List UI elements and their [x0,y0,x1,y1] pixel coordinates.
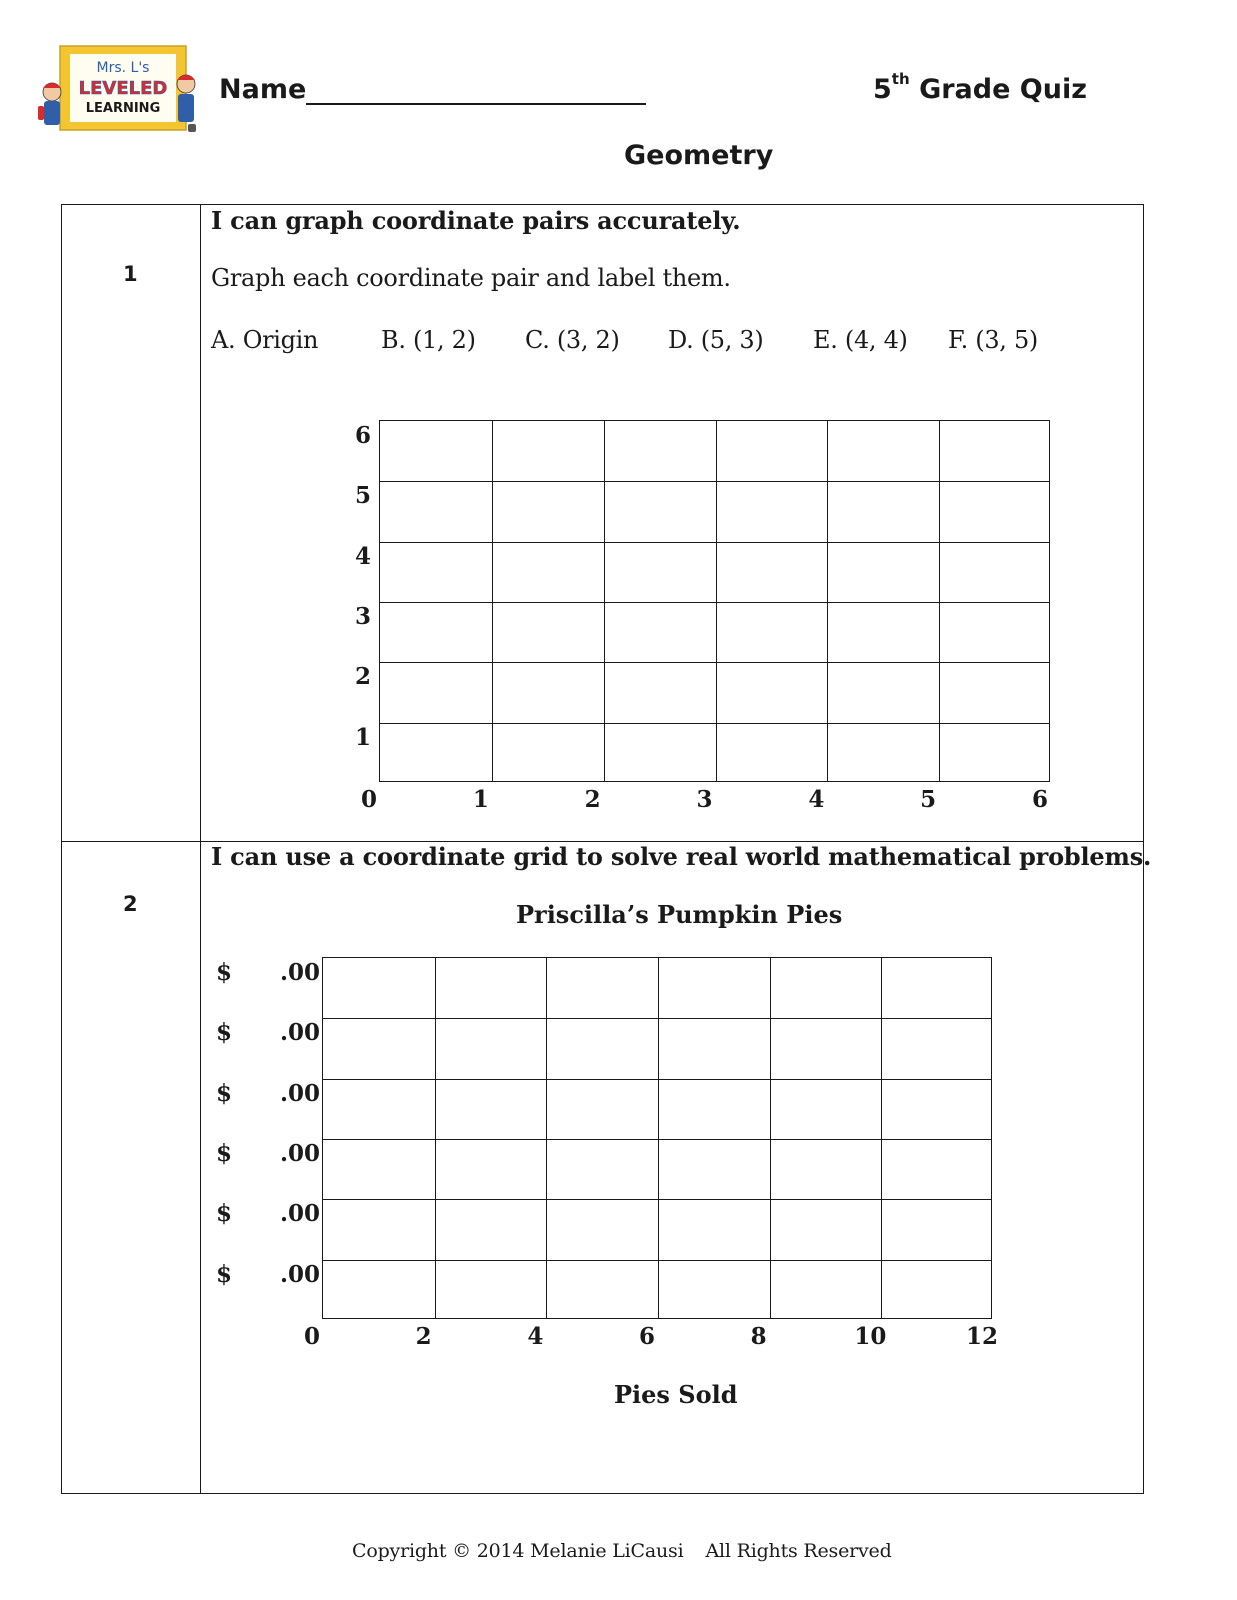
grid-2-vertical-line [546,958,547,1318]
name-label: Name [219,74,307,105]
x-axis-label: Pies Sold [614,1380,738,1409]
pair-b: B. (1, 2) [381,326,476,354]
grid-2-horizontal-line [323,1139,991,1140]
question-2-number: 2 [123,892,138,916]
grade-quiz-title: 5th Grade Quiz [873,70,1087,105]
grid-2-horizontal-line [323,1079,991,1080]
pair-e: E. (4, 4) [813,326,908,354]
grid-1-vertical-line [492,421,493,781]
grid-1-y-tick-label: 6 [355,422,372,449]
grid-2-x-tick-label: 8 [750,1323,767,1350]
question-1-number: 1 [123,262,138,286]
pair-f: F. (3, 5) [948,326,1038,354]
grid-1-y-tick-label: 3 [355,603,372,630]
grid-1-horizontal-line [380,542,1049,543]
grid-1-horizontal-line [380,481,1049,482]
grid-1-y-tick-label: 1 [355,723,372,751]
grid-2-x-tick-label: 6 [639,1323,656,1350]
question-1-statement: I can graph coordinate pairs accurately. [211,206,741,235]
grid-2-y-dollar-label: $ [216,1019,233,1047]
grid-2-y-cents-label: .00 [280,1200,321,1228]
copyright-footer: Copyright © 2014 Melanie LiCausi All Rights Reserved [352,1540,892,1562]
grid-2-vertical-line [435,958,436,1318]
grid-2-y-cents-label: .00 [280,959,321,986]
grid-2-x-tick-label: 2 [415,1323,432,1350]
grid-2-vertical-line [770,958,771,1318]
question-2-statement: I can use a coordinate grid to solve real world mathematical problems. [211,842,1152,871]
grid-2-y-dollar-label: $ [216,959,233,986]
coordinate-grid-2[interactable] [322,957,992,1319]
column-divider [200,205,201,1493]
name-blank-line[interactable] [306,103,646,105]
grid-1-vertical-line [716,421,717,781]
grid-1-x-tick-label: 1 [472,786,489,813]
grid-2-y-dollar-label: $ [216,1140,233,1167]
grid-2-horizontal-line [323,1199,991,1200]
grid-2-vertical-line [658,958,659,1318]
grid-1-y-tick-label: 5 [355,482,372,510]
grid-2-y-cents-label: .00 [280,1260,321,1288]
subject-title: Geometry [624,140,774,171]
grid-1-horizontal-line [380,723,1049,724]
grid-1-vertical-line [604,421,605,781]
grid-2-horizontal-line [323,1260,991,1261]
pair-d: D. (5, 3) [668,326,764,354]
grid-2-x-tick-label: 0 [304,1323,321,1350]
grid-2-y-cents-label: .00 [280,1079,321,1107]
svg-text:LEVELED: LEVELED [78,78,168,99]
grid-1-vertical-line [939,421,940,781]
grid-2-vertical-line [881,958,882,1318]
grid-2-y-dollar-label: $ [216,1260,233,1288]
grid-1-x-tick-label: 2 [584,786,601,813]
grid-1-y-tick-label: 2 [355,663,372,691]
grid-1-horizontal-line [380,602,1049,603]
grid-1-x-tick-label: 4 [808,786,825,813]
pair-a: A. Origin [211,326,319,354]
grid-2-y-dollar-label: $ [216,1200,233,1228]
grid-1-x-tick-label: 3 [696,786,713,813]
coordinate-grid-1[interactable] [379,420,1050,782]
grid-1-x-tick-label: 0 [361,786,378,813]
grid-1-vertical-line [827,421,828,781]
mrs-ls-leveled-learning-logo [38,44,198,136]
svg-text:LEARNING: LEARNING [85,101,161,116]
svg-text:Mrs. L's: Mrs. L's [96,60,150,76]
question-1-instruction: Graph each coordinate pair and label them. [211,264,731,292]
grid-2-horizontal-line [323,1018,991,1019]
grid-1-horizontal-line [380,662,1049,663]
pair-c: C. (3, 2) [525,326,620,354]
grid-2-y-cents-label: .00 [280,1019,321,1047]
grid-2-y-cents-label: .00 [280,1140,321,1167]
grid-1-x-tick-label: 6 [1032,786,1049,813]
grid-2-y-dollar-label: $ [216,1079,233,1107]
grid-2-x-tick-label: 10 [854,1323,887,1350]
grid-1-x-tick-label: 5 [920,786,937,813]
grid-2-x-tick-label: 12 [966,1323,999,1350]
grid-2-x-tick-label: 4 [527,1323,544,1350]
grid-1-y-tick-label: 4 [355,542,372,570]
chart-title: Priscilla’s Pumpkin Pies [516,900,843,929]
